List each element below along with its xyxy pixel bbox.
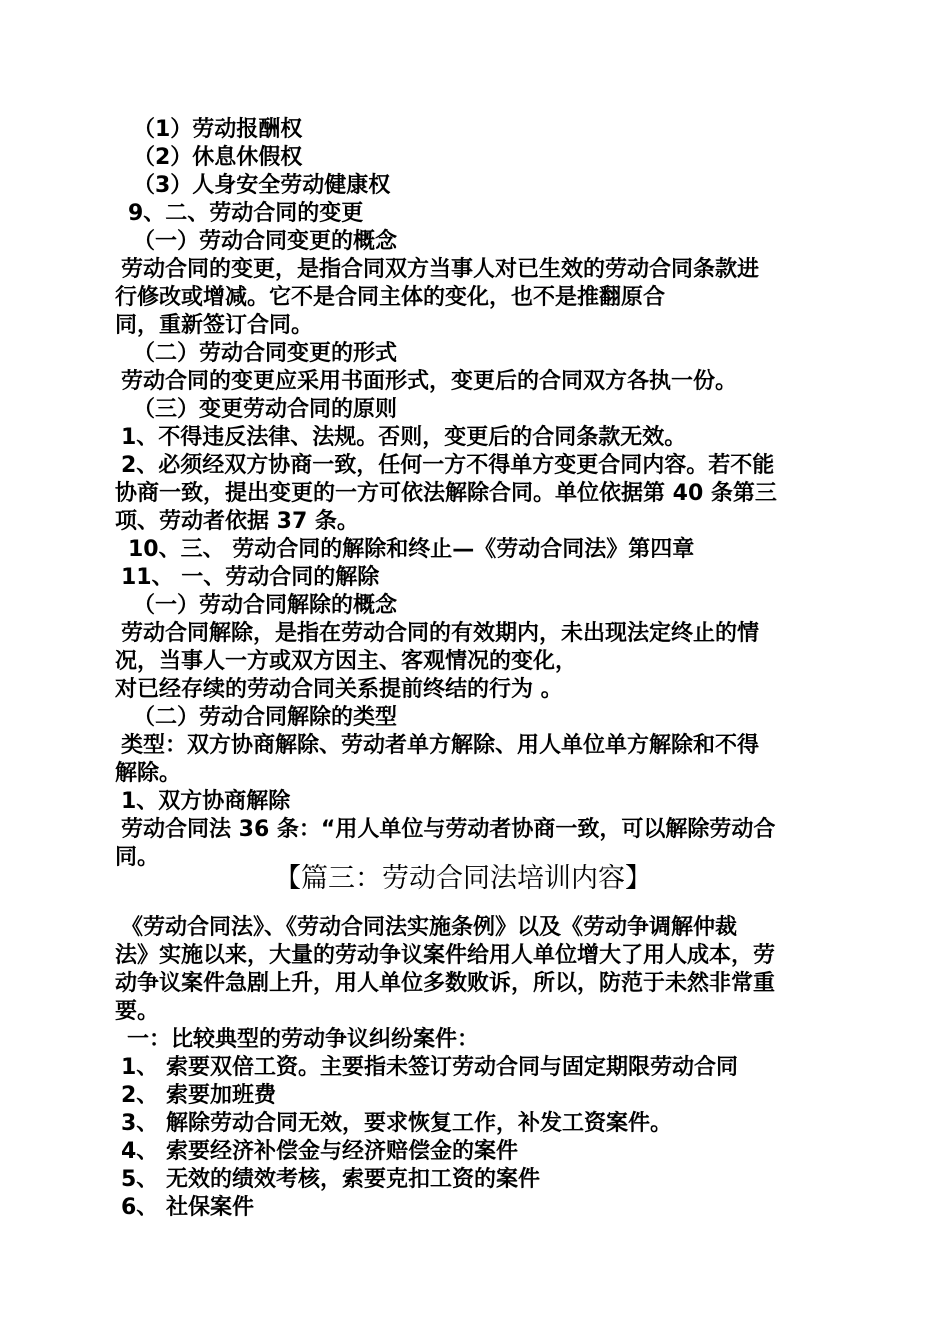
text-line: 类型：双方协商解除、劳动者单方解除、用人单位单方解除和不得	[121, 733, 760, 758]
text-line: （一）劳动合同解除的概念	[133, 593, 398, 618]
text-line: 劳动合同法 36 条：“用人单位与劳动者协商一致，可以解除劳动合	[121, 817, 776, 842]
text-line: 况，当事人一方或双方因主、客观情况的变化，	[115, 649, 578, 674]
text-line: 11、 一、劳动合同的解除	[121, 565, 380, 590]
list-item: 1、 索要双倍工资。主要指未签订劳动合同与固定期限劳动合同	[121, 1055, 738, 1080]
text-line: （一）劳动合同变更的概念	[133, 229, 398, 254]
text-line: 劳动合同解除，是指在劳动合同的有效期内，未出现法定终止的情	[121, 621, 760, 646]
text-line: 项、劳动者依据 37 条。	[115, 509, 359, 534]
text-line: 劳动合同的变更应采用书面形式，变更后的合同双方各执一份。	[121, 369, 738, 394]
text-line: 要。	[115, 999, 160, 1024]
text-line: 协商一致，提出变更的一方可依法解除合同。单位依据第 40 条第三	[115, 481, 777, 506]
text-line: 行修改或增减。它不是合同主体的变化，也不是推翻原合	[115, 285, 666, 310]
text-line: 10、三、 劳动合同的解除和终止—《劳动合同法》第四章	[128, 537, 695, 562]
text-line: 1、双方协商解除	[121, 789, 291, 814]
text-line: （2）休息休假权	[133, 145, 303, 170]
text-line: 动争议案件急剧上升，用人单位多数败诉，所以，防范于未然非常重	[115, 971, 776, 996]
text-line: 对已经存续的劳动合同关系提前终结的行为 。	[115, 677, 563, 702]
text-line: 解除。	[115, 761, 182, 786]
list-item: 3、 解除劳动合同无效，要求恢复工作，补发工资案件。	[121, 1111, 672, 1136]
text-line: 同，重新签订合同。	[115, 313, 314, 338]
text-line: （二）劳动合同解除的类型	[133, 705, 398, 730]
text-line: 法》实施以来，大量的劳动争议案件给用人单位增大了用人成本，劳	[115, 943, 776, 968]
text-line: （1）劳动报酬权	[133, 117, 303, 142]
section-heading: 【篇三：劳动合同法培训内容】	[274, 863, 652, 894]
list-item: 5、 无效的绩效考核，索要克扣工资的案件	[121, 1167, 540, 1192]
text-line: （二）劳动合同变更的形式	[133, 341, 398, 366]
text-line: 1、不得违反法律、法规。否则，变更后的合同条款无效。	[121, 425, 687, 450]
text-line: （三）变更劳动合同的原则	[133, 397, 398, 422]
text-line: 劳动合同的变更，是指合同双方当事人对已生效的劳动合同条款进	[121, 257, 760, 282]
list-item: 2、 索要加班费	[121, 1083, 276, 1108]
text-line: 一：比较典型的劳动争议纠纷案件：	[127, 1027, 480, 1052]
list-item: 4、 索要经济补偿金与经济赔偿金的案件	[121, 1139, 518, 1164]
text-line: （3）人身安全劳动健康权	[133, 173, 391, 198]
text-line: 2、必须经双方协商一致，任何一方不得单方变更合同内容。若不能	[121, 453, 775, 478]
list-item: 6、 社保案件	[121, 1195, 254, 1220]
text-line: 9、二、劳动合同的变更	[128, 201, 364, 226]
text-line: 《劳动合同法》、《劳动合同法实施条例》以及《劳动争调解仲裁	[121, 915, 738, 940]
text-line: 同。	[115, 845, 160, 870]
